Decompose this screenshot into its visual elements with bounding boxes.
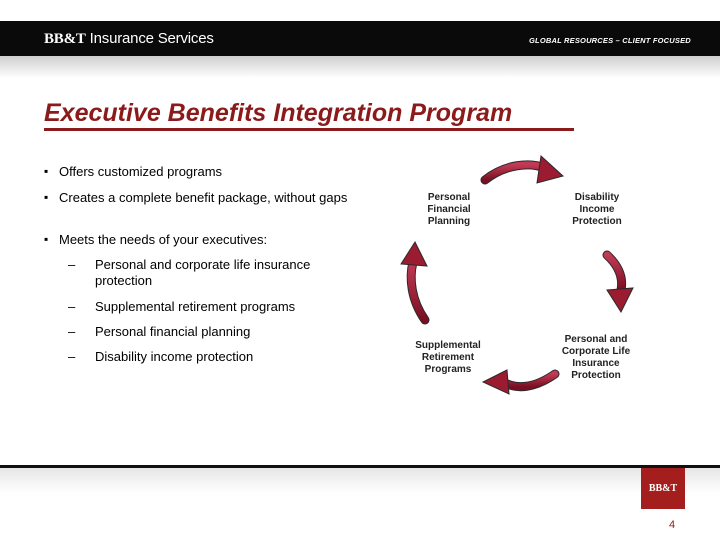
sub-bullet-item	[68, 257, 366, 289]
sub-bullet-text: Disability income protection	[95, 349, 254, 364]
brand-bbt: BB&T	[44, 31, 86, 47]
page-number: 4	[669, 519, 676, 531]
sub-bullet-item	[68, 299, 366, 315]
logo-text: BB&T	[648, 483, 678, 494]
bullet-item: ▪ Meets the needs of your executives:	[44, 232, 354, 248]
dash-marker: –	[68, 349, 76, 364]
title-rule	[44, 128, 574, 131]
sub-bullet-text: Supplemental retirement programs	[95, 299, 296, 314]
tagline: GLOBAL RESOURCES – CLIENT FOCUSED	[529, 36, 691, 45]
dash-marker: –	[68, 257, 76, 272]
header-bar	[0, 21, 720, 56]
sub-bullet-item	[68, 324, 366, 340]
brand-rest: Insurance Services	[85, 30, 214, 47]
dash-marker: –	[68, 324, 76, 339]
arrow-left	[401, 242, 427, 320]
slide-title: Executive Benefits Integration Program	[44, 99, 513, 127]
arrow-top	[485, 156, 563, 183]
benefits-cycle-diagram	[395, 150, 655, 400]
arrow-right	[607, 255, 633, 312]
node-financial-planning: Personal Financial Planning	[427, 192, 471, 227]
sub-bullet-text: Personal financial planning	[95, 324, 251, 339]
dash-marker: –	[68, 299, 76, 314]
footer-band	[0, 468, 720, 540]
brand-name	[44, 30, 214, 48]
sub-bullet-text: Personal and corporate life insurance protection	[95, 257, 311, 288]
bullet-item: ▪ Creates a complete benefit package, without gaps	[44, 190, 354, 206]
arrow-bottom	[483, 370, 555, 394]
bullet-item: ▪ Offers customized programs	[44, 164, 354, 180]
node-disability-income: Disability Income Protection	[572, 192, 622, 227]
header-fade	[0, 56, 720, 78]
bbt-logo	[641, 468, 685, 509]
sub-bullet-item	[68, 349, 366, 365]
node-supplemental-retirement: Supplemental Retirement Programs	[415, 340, 481, 375]
node-life-insurance: Personal and Corporate Life Insurance Protection	[561, 334, 631, 381]
